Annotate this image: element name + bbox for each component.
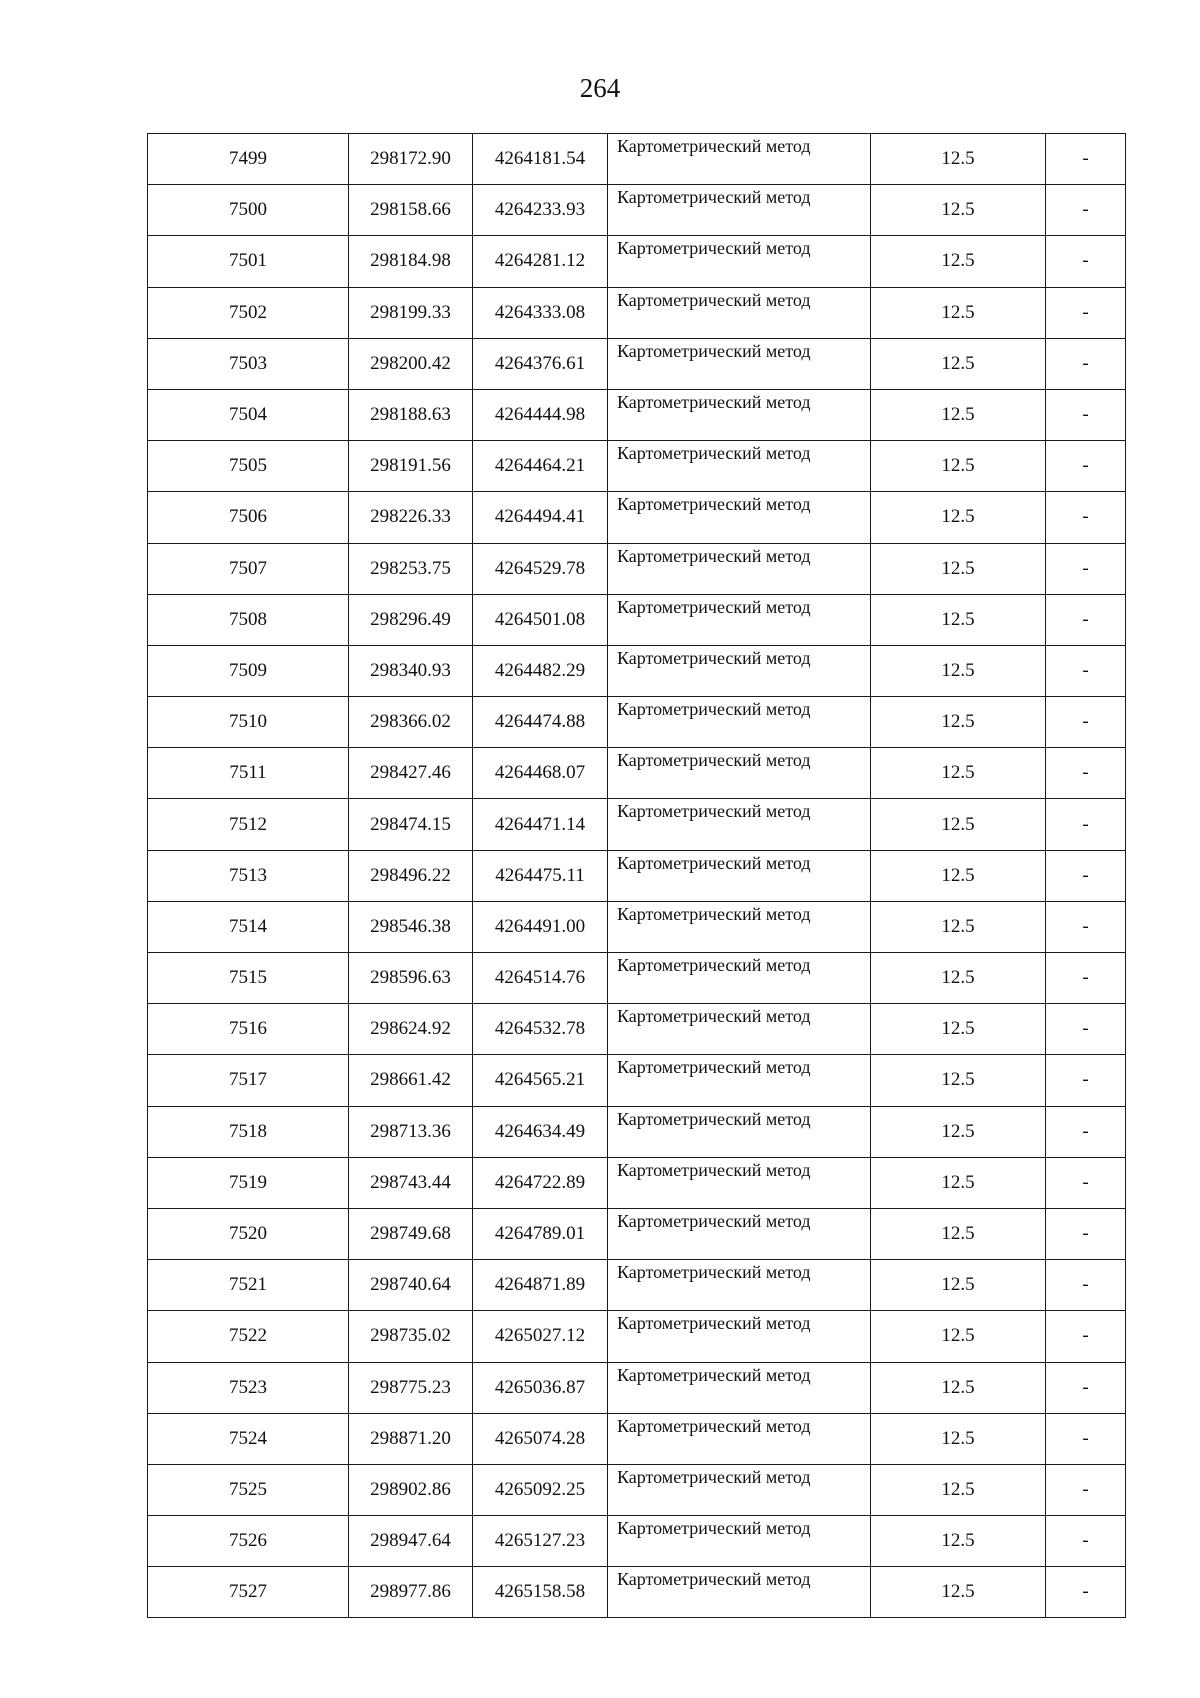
point-number-cell: 7507 — [148, 543, 349, 594]
table-row — [148, 799, 1126, 850]
y-coordinate-cell: 4264871.89 — [473, 1260, 608, 1311]
precision-cell: 12.5 — [871, 901, 1046, 952]
note-cell: - — [1046, 1106, 1126, 1157]
note-cell: - — [1046, 1413, 1126, 1464]
x-coordinate-cell: 298188.63 — [349, 389, 473, 440]
point-number-cell: 7499 — [148, 134, 349, 185]
y-coordinate-cell: 4264233.93 — [473, 185, 608, 236]
x-coordinate-cell: 298735.02 — [349, 1311, 473, 1362]
point-number-cell: 7514 — [148, 901, 349, 952]
table-row — [148, 1567, 1126, 1618]
method-cell: Картометрический метод — [608, 1260, 871, 1311]
precision-cell: 12.5 — [871, 543, 1046, 594]
method-cell: Картометрический метод — [608, 236, 871, 287]
table-row — [148, 134, 1126, 185]
point-number-cell: 7517 — [148, 1055, 349, 1106]
method-cell: Картометрический метод — [608, 697, 871, 748]
precision-cell: 12.5 — [871, 645, 1046, 696]
note-cell: - — [1046, 901, 1126, 952]
note-cell: - — [1046, 236, 1126, 287]
y-coordinate-cell: 4264529.78 — [473, 543, 608, 594]
x-coordinate-cell: 298871.20 — [349, 1413, 473, 1464]
note-cell: - — [1046, 1464, 1126, 1515]
method-cell: Картометрический метод — [608, 389, 871, 440]
x-coordinate-cell: 298191.56 — [349, 441, 473, 492]
x-coordinate-cell: 298713.36 — [349, 1106, 473, 1157]
method-cell: Картометрический метод — [608, 1516, 871, 1567]
table-row — [148, 492, 1126, 543]
y-coordinate-cell: 4264494.41 — [473, 492, 608, 543]
x-coordinate-cell: 298947.64 — [349, 1516, 473, 1567]
y-coordinate-cell: 4265036.87 — [473, 1362, 608, 1413]
precision-cell: 12.5 — [871, 1106, 1046, 1157]
precision-cell: 12.5 — [871, 389, 1046, 440]
method-cell: Картометрический метод — [608, 1464, 871, 1515]
point-number-cell: 7522 — [148, 1311, 349, 1362]
precision-cell: 12.5 — [871, 1464, 1046, 1515]
precision-cell: 12.5 — [871, 185, 1046, 236]
method-cell: Картометрический метод — [608, 1567, 871, 1618]
x-coordinate-cell: 298158.66 — [349, 185, 473, 236]
point-number-cell: 7516 — [148, 1004, 349, 1055]
precision-cell: 12.5 — [871, 1362, 1046, 1413]
x-coordinate-cell: 298199.33 — [349, 287, 473, 338]
note-cell: - — [1046, 594, 1126, 645]
precision-cell: 12.5 — [871, 492, 1046, 543]
method-cell: Картометрический метод — [608, 645, 871, 696]
method-cell: Картометрический метод — [608, 1362, 871, 1413]
precision-cell: 12.5 — [871, 1157, 1046, 1208]
note-cell: - — [1046, 543, 1126, 594]
note-cell: - — [1046, 748, 1126, 799]
point-number-cell: 7515 — [148, 953, 349, 1004]
y-coordinate-cell: 4265027.12 — [473, 1311, 608, 1362]
point-number-cell: 7526 — [148, 1516, 349, 1567]
point-number-cell: 7518 — [148, 1106, 349, 1157]
table-row — [148, 543, 1126, 594]
table-row — [148, 697, 1126, 748]
y-coordinate-cell: 4264464.21 — [473, 441, 608, 492]
point-number-cell: 7525 — [148, 1464, 349, 1515]
x-coordinate-cell: 298340.93 — [349, 645, 473, 696]
y-coordinate-cell: 4264491.00 — [473, 901, 608, 952]
coordinates-table — [147, 133, 1126, 1618]
x-coordinate-cell: 298546.38 — [349, 901, 473, 952]
method-cell: Картометрический метод — [608, 134, 871, 185]
point-number-cell: 7502 — [148, 287, 349, 338]
y-coordinate-cell: 4264181.54 — [473, 134, 608, 185]
y-coordinate-cell: 4264376.61 — [473, 338, 608, 389]
x-coordinate-cell: 298624.92 — [349, 1004, 473, 1055]
table-row — [148, 594, 1126, 645]
table-row — [148, 1055, 1126, 1106]
note-cell: - — [1046, 1157, 1126, 1208]
precision-cell: 12.5 — [871, 441, 1046, 492]
method-cell: Картометрический метод — [608, 338, 871, 389]
point-number-cell: 7512 — [148, 799, 349, 850]
x-coordinate-cell: 298366.02 — [349, 697, 473, 748]
page-number: 264 — [579, 73, 621, 103]
point-number-cell: 7505 — [148, 441, 349, 492]
x-coordinate-cell: 298200.42 — [349, 338, 473, 389]
precision-cell: 12.5 — [871, 1413, 1046, 1464]
table-row — [148, 185, 1126, 236]
table-row — [148, 850, 1126, 901]
table-row — [148, 953, 1126, 1004]
method-cell: Картометрический метод — [608, 492, 871, 543]
method-cell: Картометрический метод — [608, 594, 871, 645]
x-coordinate-cell: 298184.98 — [349, 236, 473, 287]
table-row — [148, 441, 1126, 492]
method-cell: Картометрический метод — [608, 850, 871, 901]
method-cell: Картометрический метод — [608, 287, 871, 338]
note-cell: - — [1046, 1055, 1126, 1106]
note-cell: - — [1046, 1362, 1126, 1413]
y-coordinate-cell: 4264514.76 — [473, 953, 608, 1004]
precision-cell: 12.5 — [871, 1260, 1046, 1311]
point-number-cell: 7500 — [148, 185, 349, 236]
y-coordinate-cell: 4264634.49 — [473, 1106, 608, 1157]
note-cell: - — [1046, 441, 1126, 492]
table-row — [148, 1106, 1126, 1157]
x-coordinate-cell: 298749.68 — [349, 1208, 473, 1259]
x-coordinate-cell: 298743.44 — [349, 1157, 473, 1208]
table-row — [148, 1362, 1126, 1413]
y-coordinate-cell: 4264471.14 — [473, 799, 608, 850]
y-coordinate-cell: 4265158.58 — [473, 1567, 608, 1618]
precision-cell: 12.5 — [871, 799, 1046, 850]
table-row — [148, 901, 1126, 952]
method-cell: Картометрический метод — [608, 1208, 871, 1259]
table-row — [148, 645, 1126, 696]
coordinates-table-body — [148, 134, 1126, 1618]
note-cell: - — [1046, 389, 1126, 440]
point-number-cell: 7524 — [148, 1413, 349, 1464]
method-cell: Картометрический метод — [608, 441, 871, 492]
y-coordinate-cell: 4264475.11 — [473, 850, 608, 901]
note-cell: - — [1046, 492, 1126, 543]
method-cell: Картометрический метод — [608, 1311, 871, 1362]
method-cell: Картометрический метод — [608, 1413, 871, 1464]
x-coordinate-cell: 298596.63 — [349, 953, 473, 1004]
note-cell: - — [1046, 1208, 1126, 1259]
table-row — [148, 1464, 1126, 1515]
point-number-cell: 7508 — [148, 594, 349, 645]
x-coordinate-cell: 298427.46 — [349, 748, 473, 799]
table-row — [148, 338, 1126, 389]
x-coordinate-cell: 298661.42 — [349, 1055, 473, 1106]
table-row — [148, 1260, 1126, 1311]
table-row — [148, 1413, 1126, 1464]
point-number-cell: 7521 — [148, 1260, 349, 1311]
table-row — [148, 1311, 1126, 1362]
point-number-cell: 7527 — [148, 1567, 349, 1618]
precision-cell: 12.5 — [871, 1208, 1046, 1259]
y-coordinate-cell: 4264333.08 — [473, 287, 608, 338]
precision-cell: 12.5 — [871, 287, 1046, 338]
method-cell: Картометрический метод — [608, 1055, 871, 1106]
x-coordinate-cell: 298977.86 — [349, 1567, 473, 1618]
y-coordinate-cell: 4265074.28 — [473, 1413, 608, 1464]
point-number-cell: 7503 — [148, 338, 349, 389]
precision-cell: 12.5 — [871, 1567, 1046, 1618]
note-cell: - — [1046, 134, 1126, 185]
precision-cell: 12.5 — [871, 1055, 1046, 1106]
precision-cell: 12.5 — [871, 953, 1046, 1004]
note-cell: - — [1046, 697, 1126, 748]
y-coordinate-cell: 4264281.12 — [473, 236, 608, 287]
method-cell: Картометрический метод — [608, 953, 871, 1004]
precision-cell: 12.5 — [871, 134, 1046, 185]
precision-cell: 12.5 — [871, 594, 1046, 645]
note-cell: - — [1046, 850, 1126, 901]
table-row — [148, 287, 1126, 338]
y-coordinate-cell: 4264501.08 — [473, 594, 608, 645]
note-cell: - — [1046, 799, 1126, 850]
table-row — [148, 1004, 1126, 1055]
note-cell: - — [1046, 645, 1126, 696]
y-coordinate-cell: 4265127.23 — [473, 1516, 608, 1567]
note-cell: - — [1046, 1311, 1126, 1362]
y-coordinate-cell: 4265092.25 — [473, 1464, 608, 1515]
table-row — [148, 748, 1126, 799]
method-cell: Картометрический метод — [608, 1157, 871, 1208]
point-number-cell: 7501 — [148, 236, 349, 287]
point-number-cell: 7513 — [148, 850, 349, 901]
x-coordinate-cell: 298496.22 — [349, 850, 473, 901]
point-number-cell: 7511 — [148, 748, 349, 799]
point-number-cell: 7504 — [148, 389, 349, 440]
x-coordinate-cell: 298296.49 — [349, 594, 473, 645]
x-coordinate-cell: 298474.15 — [349, 799, 473, 850]
method-cell: Картометрический метод — [608, 1004, 871, 1055]
point-number-cell: 7519 — [148, 1157, 349, 1208]
point-number-cell: 7510 — [148, 697, 349, 748]
y-coordinate-cell: 4264444.98 — [473, 389, 608, 440]
y-coordinate-cell: 4264532.78 — [473, 1004, 608, 1055]
y-coordinate-cell: 4264468.07 — [473, 748, 608, 799]
point-number-cell: 7523 — [148, 1362, 349, 1413]
precision-cell: 12.5 — [871, 236, 1046, 287]
precision-cell: 12.5 — [871, 1311, 1046, 1362]
method-cell: Картометрический метод — [608, 748, 871, 799]
table-row — [148, 1208, 1126, 1259]
precision-cell: 12.5 — [871, 1516, 1046, 1567]
x-coordinate-cell: 298172.90 — [349, 134, 473, 185]
note-cell: - — [1046, 287, 1126, 338]
note-cell: - — [1046, 338, 1126, 389]
y-coordinate-cell: 4264789.01 — [473, 1208, 608, 1259]
table-row — [148, 236, 1126, 287]
x-coordinate-cell: 298902.86 — [349, 1464, 473, 1515]
note-cell: - — [1046, 1260, 1126, 1311]
note-cell: - — [1046, 1516, 1126, 1567]
point-number-cell: 7506 — [148, 492, 349, 543]
note-cell: - — [1046, 185, 1126, 236]
method-cell: Картометрический метод — [608, 901, 871, 952]
method-cell: Картометрический метод — [608, 799, 871, 850]
method-cell: Картометрический метод — [608, 1106, 871, 1157]
precision-cell: 12.5 — [871, 850, 1046, 901]
y-coordinate-cell: 4264565.21 — [473, 1055, 608, 1106]
method-cell: Картометрический метод — [608, 543, 871, 594]
note-cell: - — [1046, 953, 1126, 1004]
y-coordinate-cell: 4264474.88 — [473, 697, 608, 748]
table-row — [148, 1157, 1126, 1208]
y-coordinate-cell: 4264482.29 — [473, 645, 608, 696]
note-cell: - — [1046, 1567, 1126, 1618]
note-cell: - — [1046, 1004, 1126, 1055]
x-coordinate-cell: 298740.64 — [349, 1260, 473, 1311]
x-coordinate-cell: 298775.23 — [349, 1362, 473, 1413]
point-number-cell: 7509 — [148, 645, 349, 696]
point-number-cell: 7520 — [148, 1208, 349, 1259]
precision-cell: 12.5 — [871, 697, 1046, 748]
x-coordinate-cell: 298226.33 — [349, 492, 473, 543]
y-coordinate-cell: 4264722.89 — [473, 1157, 608, 1208]
table-row — [148, 1516, 1126, 1567]
x-coordinate-cell: 298253.75 — [349, 543, 473, 594]
table-row — [148, 389, 1126, 440]
precision-cell: 12.5 — [871, 748, 1046, 799]
precision-cell: 12.5 — [871, 338, 1046, 389]
precision-cell: 12.5 — [871, 1004, 1046, 1055]
method-cell: Картометрический метод — [608, 185, 871, 236]
